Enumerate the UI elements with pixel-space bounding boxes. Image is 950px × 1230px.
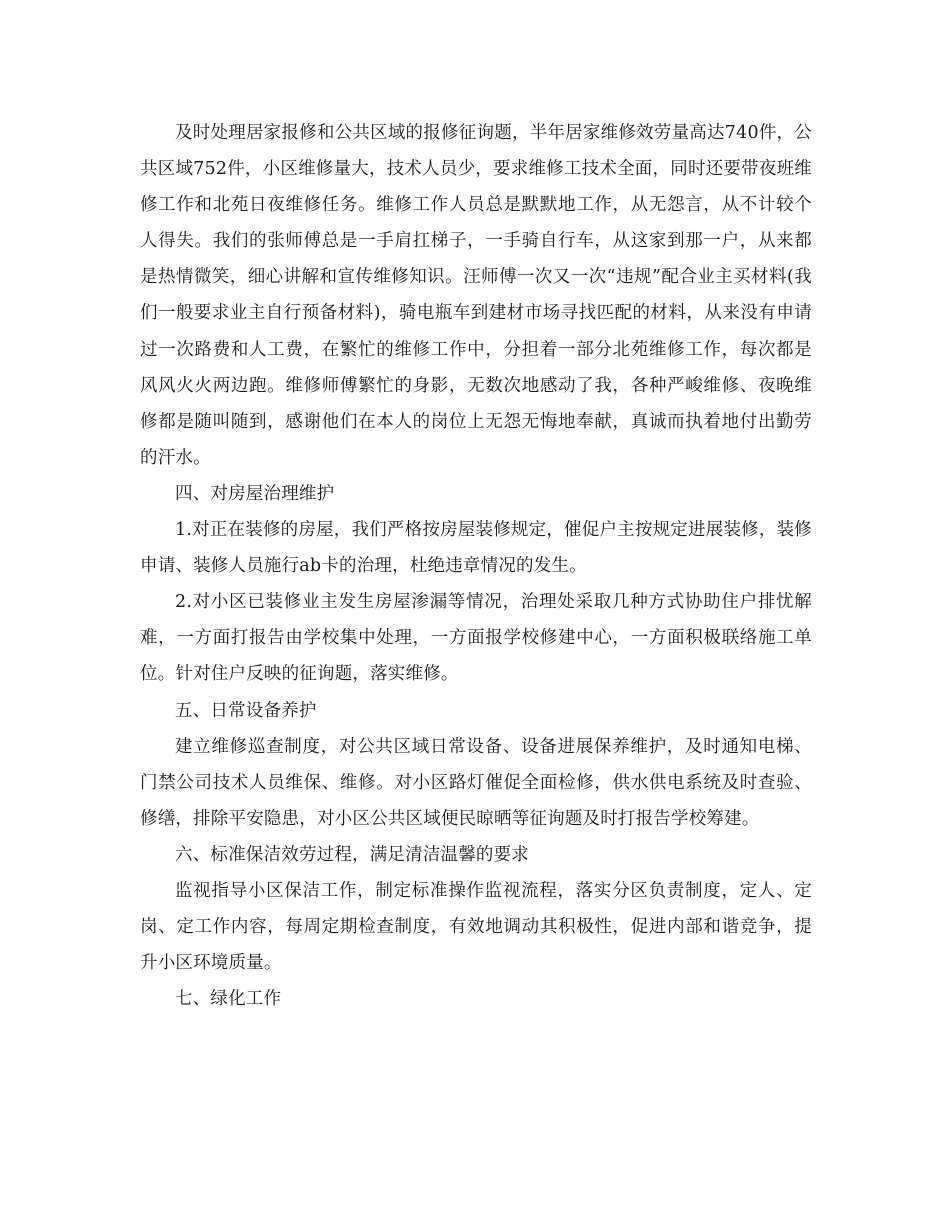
section-heading: 六、标准保洁效劳过程，满足清洁温馨的要求	[175, 844, 529, 865]
body-paragraph: 及时处理居家报修和公共区域的报修征询题，半年居家维修效劳量高达740件，公共区域752件，小区维修量大，技术人员少，要求维修工技术全面，同时还要带夜班维修工作和北苑日夜维修任务。维修工作人员总是默默地工作，从无怨言，从不计较个人得失。我们的张师傅总是一手肩扛梯子，一手骑自行车，从这家到那一户，从来都是热情微笑，细心讲解和宣传维修知识。汪师傅一次又一次“违规”配合业主买材料(我们一般要求业主自行预备材料)，骑电瓶车到建材市场寻找匹配的材料，从来没有申请过一次路费和人工费，在繁忙的维修工作中，分担着一部分北苑维修工作，每次都是风风火火两边跑。维修师傅繁忙的身影，无数次地感动了我，各种严峻维修、夜晚维修都是随叫随到，感谢他们在本人的岗位上无怨无悔地奉献，真诚而执着地付出勤劳的汗水。	[140, 123, 812, 468]
section-heading: 七、绿化工作	[175, 989, 282, 1010]
body-paragraph: 1.对正在装修的房屋，我们严格按房屋装修规定，催促户主按规定进展装修，装修申请、装修人员施行ab卡的治理，杜绝违章情况的发生。	[140, 520, 812, 577]
section-heading: 四、对房屋治理维护	[175, 483, 335, 504]
section-heading: 五、日常设备养护	[175, 700, 317, 721]
body-paragraph: 2.对小区已装修业主发生房屋渗漏等情况，治理处采取几种方式协助住户排忧解难，一方面打报告由学校集中处理，一方面报学校修建中心，一方面积极联络施工单位。针对住户反映的征询题，落实维修。	[140, 592, 812, 685]
body-paragraph: 监视指导小区保洁工作，制定标准操作监视流程，落实分区负责制度，定人、定岗、定工作内容，每周定期检查制度，有效地调动其积极性，促进内部和谐竞争，提升小区环境质量。	[140, 880, 812, 974]
body-paragraph: 建立维修巡查制度，对公共区域日常设备、设备进展保养维护，及时通知电梯、门禁公司技术人员维保、维修。对小区路灯催促全面检修，供水供电系统及时查验、修缮，排除平安隐患，对小区公共区域便民晾晒等征询题及时打报告学校筹建。	[140, 736, 812, 829]
document-body	[140, 115, 812, 1017]
